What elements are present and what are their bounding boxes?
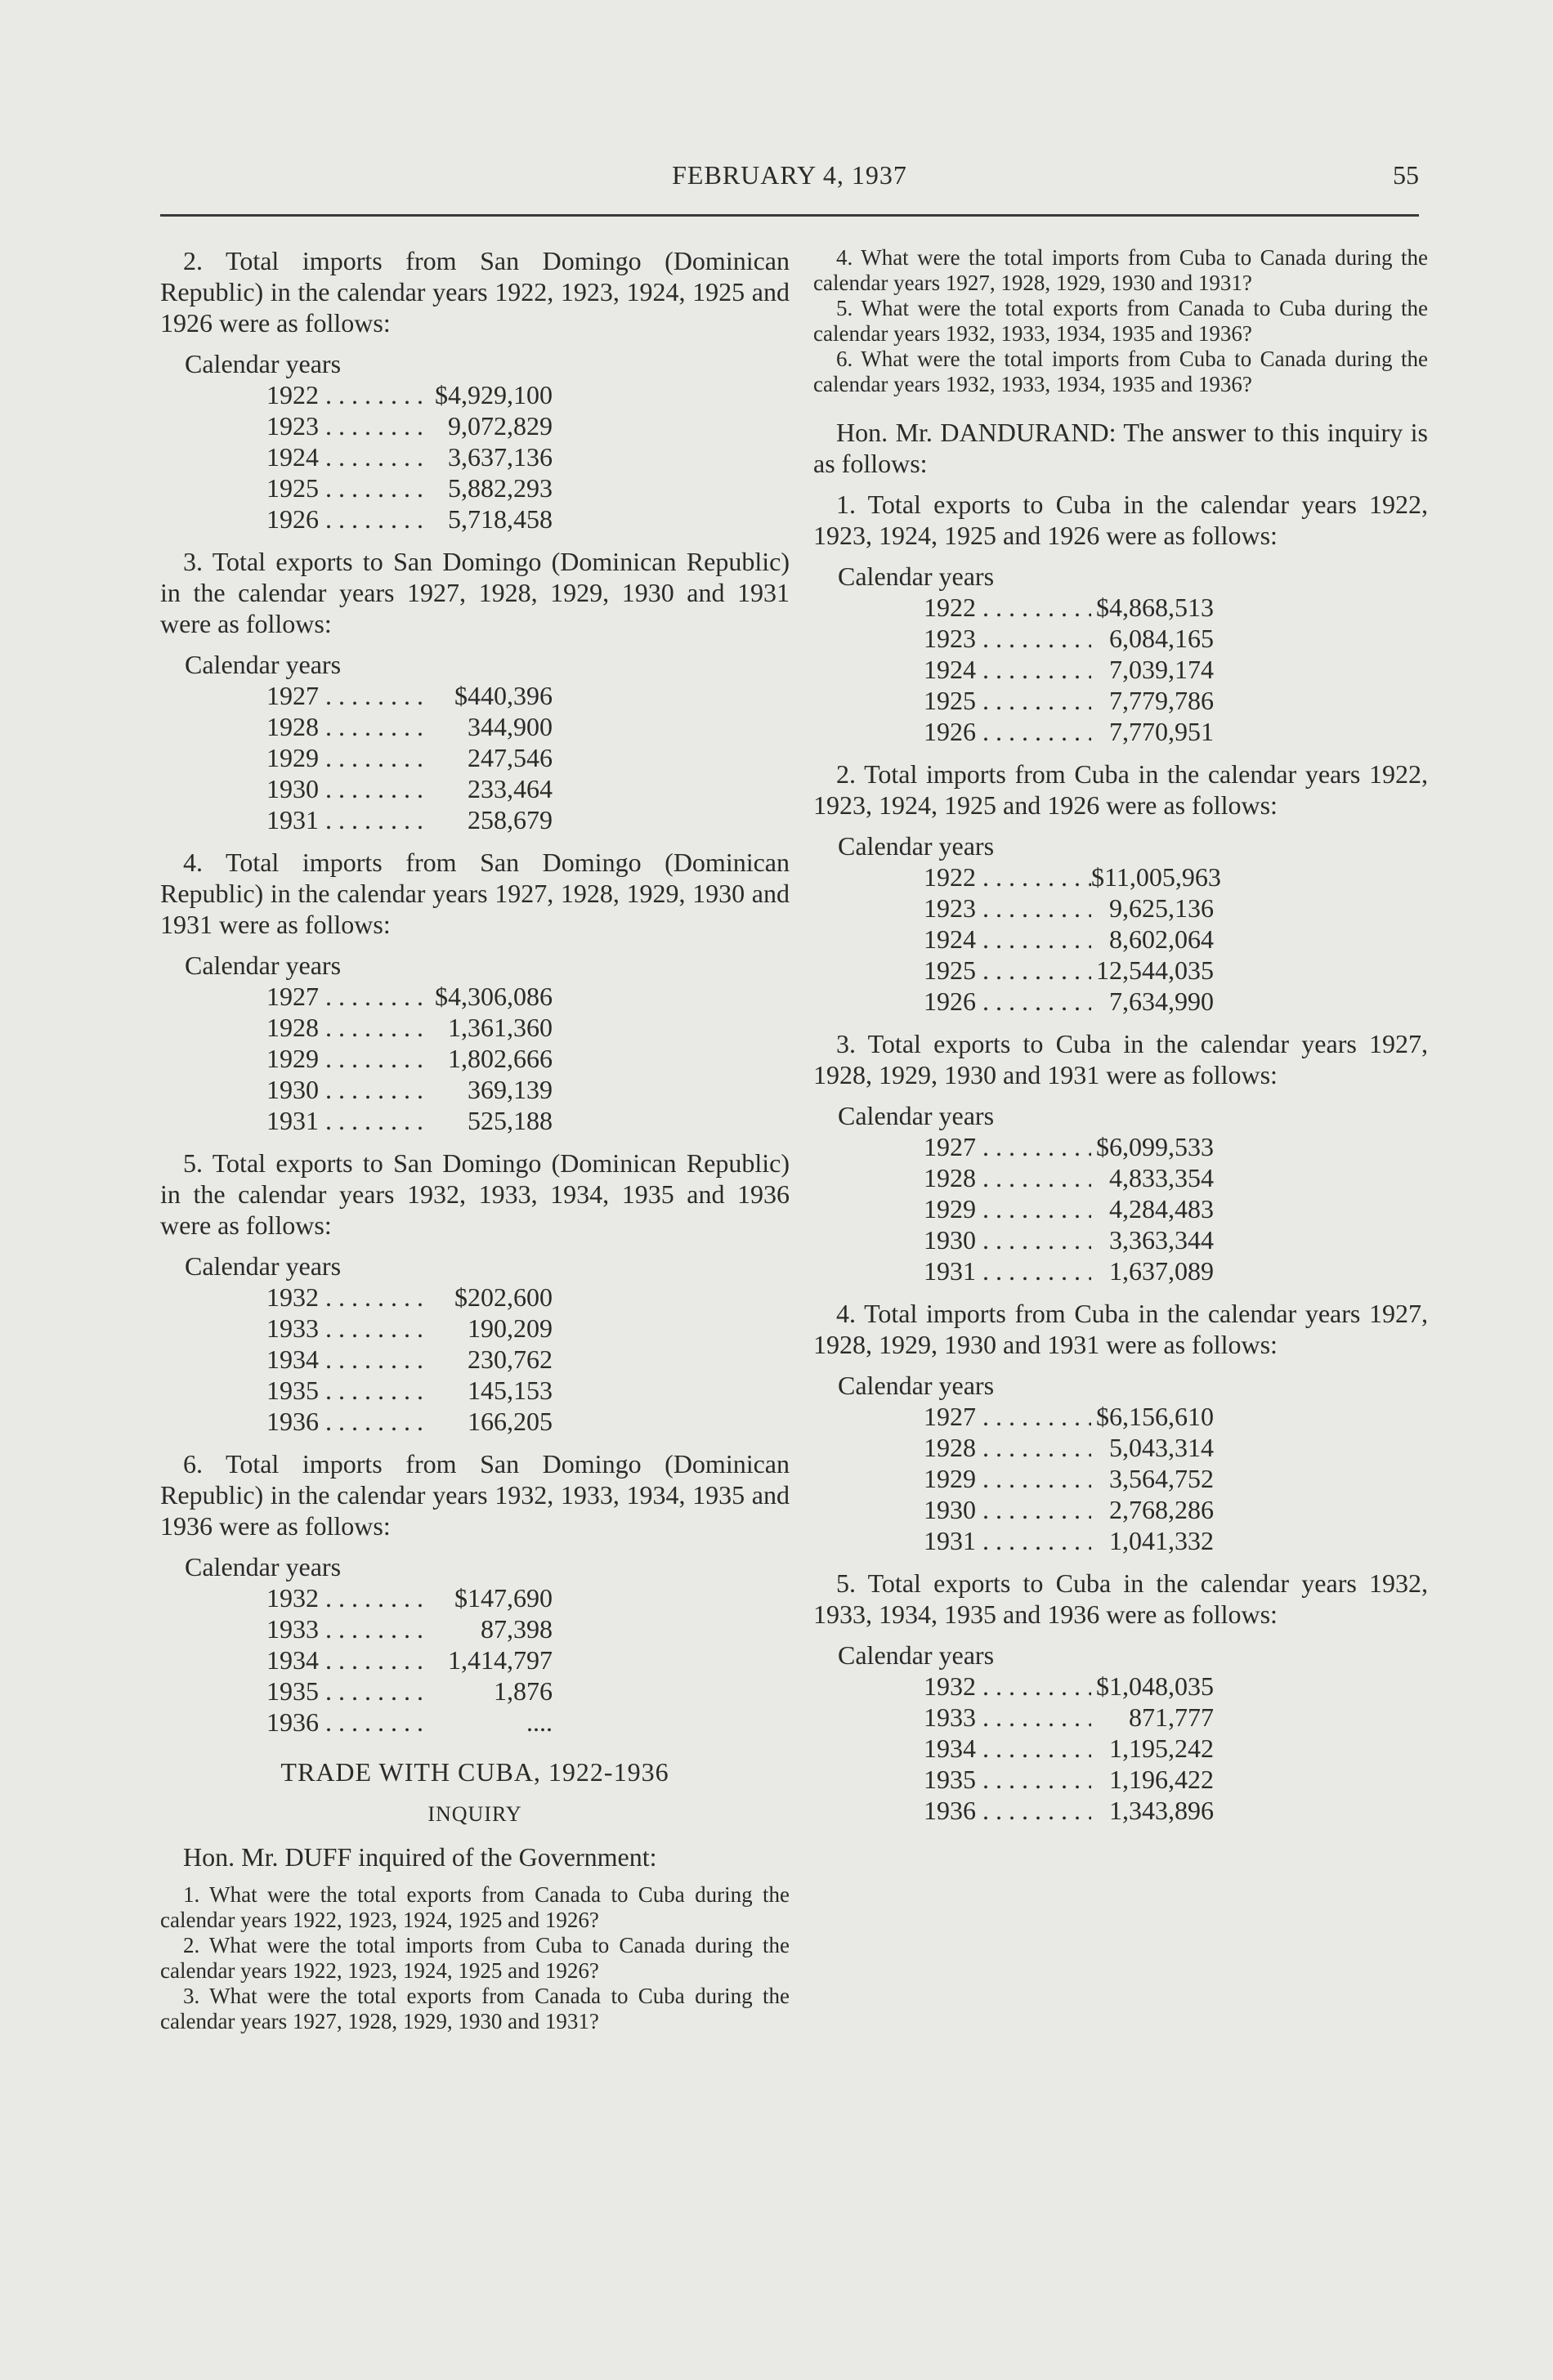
calendar-years-label: Calendar years	[185, 1251, 342, 1281]
amount-cell: 344,900	[468, 712, 553, 741]
table-row	[266, 1043, 790, 1074]
page-number: 55	[1393, 160, 1419, 190]
amount-cell: 233,464	[468, 774, 553, 803]
amount-cell: 9,072,829	[448, 411, 553, 441]
year-cell: 1932 . . .	[266, 1282, 430, 1313]
table-row	[266, 503, 790, 535]
amount-cell: $6,156,610	[1096, 1402, 1214, 1431]
amount-cell: 87,398	[481, 1614, 553, 1644]
right-column	[813, 245, 1428, 1837]
table-row	[266, 711, 790, 742]
paragraph: 5. Total exports to San Domingo (Dominican Republic) in the calendar years 1932, 1933, 1934, 1935 and 1936 were as follows:	[160, 1148, 790, 1240]
paragraph: 1. Total exports to Cuba in the calendar years 1922, 1923, 1924, 1925 and 1926 were as follows:	[813, 490, 1428, 550]
amount-cell: 7,634,990	[1109, 986, 1214, 1016]
year-cell: 1923 . . .	[924, 623, 1091, 654]
table-row	[266, 773, 790, 804]
year-cell: 1933 . . .	[924, 1702, 1091, 1733]
amount-cell: 6,084,165	[1109, 624, 1214, 653]
year-cell: 1922 . . .	[266, 379, 430, 410]
amount-cell: 1,041,332	[1109, 1526, 1214, 1555]
table-row	[924, 1795, 1428, 1826]
year-cell: 1931 . . .	[266, 804, 430, 835]
year-cell: 1930 . . .	[266, 1074, 430, 1105]
year-cell: 1927 . . .	[924, 1131, 1091, 1162]
amount-cell: 7,039,174	[1109, 655, 1214, 684]
year-value-table	[813, 1401, 1428, 1556]
amount-cell: 5,718,458	[448, 504, 553, 534]
year-cell: 1923 . . .	[924, 892, 1091, 924]
year-cell: 1924 . . .	[924, 924, 1091, 955]
question-item: 2. What were the total imports from Cuba to Canada during the calendar years 1922, 1923, 1924, 1925 and 1926?	[160, 1933, 790, 1983]
table-row	[924, 1432, 1428, 1463]
amount-cell: $4,929,100	[435, 380, 553, 409]
calendar-years-label: Calendar years	[185, 1552, 342, 1581]
amount-cell: 4,833,354	[1109, 1163, 1214, 1192]
question-item: 5. What were the total exports from Canada to Cuba during the calendar years 1932, 1933, 1934, 1935 and 1936?	[813, 296, 1428, 346]
table-row	[266, 1344, 790, 1375]
year-cell: 1929 . . .	[266, 1043, 430, 1074]
table-row	[266, 1644, 790, 1675]
question-item: 1. What were the total exports from Canada to Cuba during the calendar years 1922, 1923, 1924, 1925 and 1926?	[160, 1882, 790, 1932]
year-cell: 1932 . . .	[924, 1671, 1091, 1702]
year-cell: 1927 . . .	[924, 1401, 1091, 1432]
table-row	[266, 379, 790, 410]
amount-cell: 8,602,064	[1109, 924, 1214, 954]
amount-cell: 9,625,136	[1109, 893, 1214, 923]
amount-cell: 1,637,089	[1109, 1256, 1214, 1286]
year-cell: 1929 . . .	[924, 1193, 1091, 1224]
inquiry-intro: Hon. Mr. DUFF inquired of the Government:	[183, 1842, 657, 1872]
right-tables	[813, 489, 1428, 1826]
left-tables	[160, 245, 790, 1738]
table-row	[924, 924, 1428, 955]
question-item: 4. What were the total imports from Cuba to Canada during the calendar years 1927, 1928, 1929, 1930 and 1931?	[813, 245, 1428, 295]
amount-cell: 230,762	[468, 1344, 553, 1374]
year-cell: 1928 . . .	[266, 711, 430, 742]
amount-cell: 5,043,314	[1109, 1433, 1214, 1462]
amount-cell: $440,396	[454, 681, 553, 710]
amount-cell: 871,777	[1129, 1702, 1214, 1732]
calendar-years-label: Calendar years	[838, 831, 995, 861]
amount-cell: 3,363,344	[1109, 1225, 1214, 1255]
table-row	[266, 742, 790, 773]
table-row	[924, 861, 1428, 892]
amount-cell: $11,005,963	[1091, 862, 1221, 892]
table-row	[924, 654, 1428, 685]
paragraph: 2. Total imports from Cuba in the calendar years 1922, 1923, 1924, 1925 and 1926 were as follows:	[813, 759, 1428, 820]
table-row	[924, 592, 1428, 623]
amount-cell: 7,770,951	[1109, 717, 1214, 746]
year-cell: 1922 . . .	[924, 861, 1091, 892]
year-cell: 1930 . . .	[266, 773, 430, 804]
table-row	[266, 1313, 790, 1344]
year-cell: 1929 . . .	[266, 742, 430, 773]
year-cell: 1926 . . .	[924, 986, 1091, 1017]
year-value-table	[813, 861, 1428, 1017]
paragraph: 4. Total imports from Cuba in the calendar years 1927, 1928, 1929, 1930 and 1931 were as follows:	[813, 1299, 1428, 1359]
year-value-table	[160, 1582, 790, 1738]
header-date: FEBRUARY 4, 1937	[672, 160, 907, 190]
amount-cell: 525,188	[468, 1106, 553, 1135]
table-row	[266, 804, 790, 835]
year-cell: 1934 . . .	[266, 1644, 430, 1675]
year-value-table	[813, 1131, 1428, 1286]
amount-cell: ....	[526, 1707, 553, 1737]
year-cell: 1928 . . .	[924, 1432, 1091, 1463]
table-row	[266, 1613, 790, 1644]
table-row	[924, 1702, 1428, 1733]
year-cell: 1931 . . .	[266, 1105, 430, 1136]
amount-cell: 247,546	[468, 743, 553, 772]
amount-cell: 1,196,422	[1109, 1765, 1214, 1794]
table-row	[924, 1764, 1428, 1795]
amount-cell: $1,048,035	[1096, 1671, 1214, 1701]
table-row	[266, 441, 790, 472]
table-row	[266, 1375, 790, 1406]
amount-cell: 1,876	[494, 1676, 553, 1706]
inquiry-label: INQUIRY	[427, 1802, 522, 1826]
amount-cell: 1,361,360	[448, 1013, 553, 1042]
calendar-years-label: Calendar years	[838, 1640, 995, 1670]
table-row	[924, 623, 1428, 654]
table-row	[266, 1675, 790, 1707]
year-cell: 1923 . . .	[266, 410, 430, 441]
header-rule	[160, 214, 1419, 217]
question-item: 6. What were the total imports from Cuba to Canada during the calendar years 1932, 1933, 1934, 1935 and 1936?	[813, 347, 1428, 396]
table-row	[924, 1463, 1428, 1494]
year-cell: 1928 . . .	[266, 1012, 430, 1043]
table-row	[266, 472, 790, 503]
year-value-table	[160, 680, 790, 835]
year-cell: 1935 . . .	[266, 1675, 430, 1707]
table-row	[266, 1282, 790, 1313]
table-row	[266, 1406, 790, 1437]
table-row	[924, 1162, 1428, 1193]
year-cell: 1935 . . .	[266, 1375, 430, 1406]
year-cell: 1928 . . .	[924, 1162, 1091, 1193]
table-row	[266, 1012, 790, 1043]
paragraph: 4. Total imports from San Domingo (Dominican Republic) in the calendar years 1927, 1928, 1929, 1930 and 1931 were as follows:	[160, 848, 790, 939]
section-title: TRADE WITH CUBA, 1922-1936	[280, 1757, 669, 1787]
amount-cell: 3,564,752	[1109, 1464, 1214, 1493]
calendar-years-label: Calendar years	[185, 349, 342, 378]
amount-cell: $4,306,086	[435, 982, 553, 1011]
table-row	[924, 1733, 1428, 1764]
question-list-continued	[813, 245, 1428, 397]
year-cell: 1934 . . .	[924, 1733, 1091, 1764]
year-cell: 1924 . . .	[266, 441, 430, 472]
amount-cell: 2,768,286	[1109, 1495, 1214, 1524]
amount-cell: 1,343,896	[1109, 1796, 1214, 1825]
question-item: 3. What were the total exports from Canada to Cuba during the calendar years 1927, 1928, 1929, 1930 and 1931?	[160, 1984, 790, 2033]
table-row	[266, 410, 790, 441]
amount-cell: 1,802,666	[448, 1044, 553, 1073]
year-cell: 1925 . . .	[924, 955, 1091, 986]
amount-cell: 3,637,136	[448, 442, 553, 472]
table-row	[924, 1255, 1428, 1286]
amount-cell: 5,882,293	[448, 473, 553, 503]
table-row	[924, 986, 1428, 1017]
table-row	[924, 1494, 1428, 1525]
year-cell: 1922 . . .	[924, 592, 1091, 623]
table-row	[266, 680, 790, 711]
year-cell: 1927 . . .	[266, 680, 430, 711]
year-cell: 1935 . . .	[924, 1764, 1091, 1795]
table-row	[924, 1525, 1428, 1556]
left-column	[160, 245, 790, 2034]
year-cell: 1929 . . .	[924, 1463, 1091, 1494]
year-cell: 1924 . . .	[924, 654, 1091, 685]
paragraph: 5. Total exports to Cuba in the calendar years 1932, 1933, 1934, 1935 and 1936 were as follows:	[813, 1568, 1428, 1629]
calendar-years-label: Calendar years	[838, 561, 995, 591]
year-cell: 1936 . . .	[924, 1795, 1091, 1826]
year-cell: 1932 . . .	[266, 1582, 430, 1613]
year-cell: 1931 . . .	[924, 1525, 1091, 1556]
calendar-years-label: Calendar years	[185, 951, 342, 980]
amount-cell: 369,139	[468, 1075, 553, 1104]
year-cell: 1925 . . .	[924, 685, 1091, 716]
year-value-table	[813, 1671, 1428, 1826]
amount-cell: 166,205	[468, 1407, 553, 1436]
calendar-years-label: Calendar years	[838, 1101, 995, 1130]
amount-cell: 1,414,797	[448, 1645, 553, 1675]
year-cell: 1927 . . .	[266, 981, 430, 1012]
amount-cell: 7,779,786	[1109, 686, 1214, 715]
amount-cell: 4,284,483	[1109, 1194, 1214, 1224]
year-cell: 1925 . . .	[266, 472, 430, 503]
amount-cell: 145,153	[468, 1376, 553, 1405]
year-value-table	[160, 379, 790, 535]
year-cell: 1936 . . .	[266, 1406, 430, 1437]
table-row	[924, 1193, 1428, 1224]
paragraph: 3. Total exports to Cuba in the calendar years 1927, 1928, 1929, 1930 and 1931 were as follows:	[813, 1029, 1428, 1089]
table-row	[924, 1224, 1428, 1255]
amount-cell: $147,690	[454, 1583, 553, 1613]
amount-cell: $6,099,533	[1096, 1132, 1214, 1161]
calendar-years-label: Calendar years	[838, 1371, 995, 1400]
year-cell: 1933 . . .	[266, 1613, 430, 1644]
year-cell: 1931 . . .	[924, 1255, 1091, 1286]
table-row	[924, 1401, 1428, 1432]
table-row	[266, 981, 790, 1012]
year-value-table	[813, 592, 1428, 747]
page-header	[160, 160, 1419, 196]
year-cell: 1930 . . .	[924, 1224, 1091, 1255]
year-cell: 1936 . . .	[266, 1707, 430, 1738]
calendar-years-label: Calendar years	[185, 650, 342, 679]
year-cell: 1933 . . .	[266, 1313, 430, 1344]
question-list	[160, 1882, 790, 2034]
table-row	[924, 1131, 1428, 1162]
table-row	[924, 892, 1428, 924]
paragraph: 2. Total imports from San Domingo (Dominican Republic) in the calendar years 1922, 1923, 1924, 1925 and 1926 were as follows:	[160, 246, 790, 338]
table-row	[266, 1074, 790, 1105]
amount-cell: 12,544,035	[1096, 955, 1214, 985]
year-cell: 1926 . . .	[266, 503, 430, 535]
amount-cell: 258,679	[468, 805, 553, 834]
amount-cell: $202,600	[454, 1282, 553, 1312]
table-row	[266, 1582, 790, 1613]
paragraph: 6. Total imports from San Domingo (Dominican Republic) in the calendar years 1932, 1933, 1934, 1935 and 1936 were as follows:	[160, 1449, 790, 1541]
table-row	[924, 955, 1428, 986]
amount-cell: 190,209	[468, 1313, 553, 1343]
table-row	[924, 1671, 1428, 1702]
table-row	[266, 1105, 790, 1136]
year-cell: 1930 . . .	[924, 1494, 1091, 1525]
amount-cell: 1,195,242	[1109, 1734, 1214, 1763]
table-row	[266, 1707, 790, 1738]
amount-cell: $4,868,513	[1096, 593, 1214, 622]
year-cell: 1934 . . .	[266, 1344, 430, 1375]
answer-intro: Hon. Mr. DANDURAND: The answer to this inquiry is as follows:	[813, 418, 1428, 478]
table-row	[924, 685, 1428, 716]
year-value-table	[160, 981, 790, 1136]
year-value-table	[160, 1282, 790, 1437]
table-row	[924, 716, 1428, 747]
year-cell: 1926 . . .	[924, 716, 1091, 747]
paragraph: 3. Total exports to San Domingo (Dominican Republic) in the calendar years 1927, 1928, 1929, 1930 and 1931 were as follows:	[160, 547, 790, 638]
